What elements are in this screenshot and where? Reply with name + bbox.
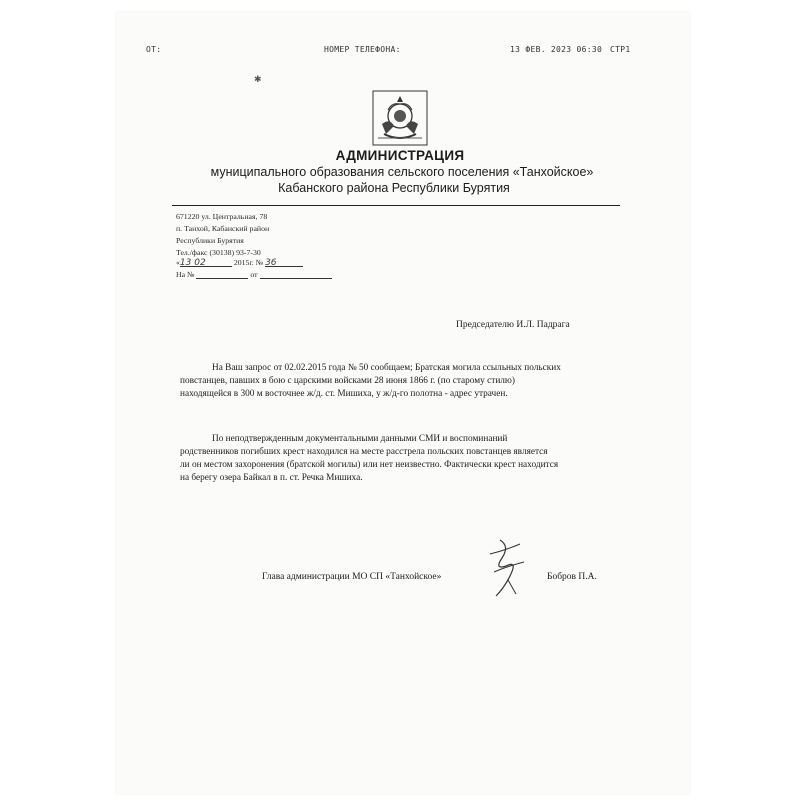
address-line-3: Республики Бурятия [176,236,244,245]
fax-from-label: ОТ: [146,45,162,54]
paragraph-1-line-1: На Ваш запрос от 02.02.2015 года № 50 сообщаем; Братская могила ссыльных польских [212,363,561,373]
reference-date-field [260,270,332,279]
letterhead-title: АДМИНИСТРАЦИЯ [335,148,465,163]
paragraph-1-line-3: находящейся в 300 м восточнее ж/д. ст. Мишиха, у ж/д-го полотна - адрес утрачен. [180,389,508,399]
scan-speck-icon: ✱ [254,74,262,84]
letterhead-subtitle-2: Кабанского района Республики Бурятия [278,181,510,195]
address-line-1: 671220 ул. Центральная, 78 [176,212,268,221]
recipient: Председателю И.Л. Падрага [456,320,570,330]
reference-number-label: На № [176,270,195,279]
body-paragraph-2 [180,433,640,485]
reference-number-field [196,270,248,279]
letterhead-divider [172,205,620,206]
fax-phone-label: НОМЕР ТЕЛЕФОНА: [324,45,401,54]
outgoing-date-handwritten: 13 02 [179,258,206,268]
reference-from-label: от [250,270,258,279]
reference-row [176,270,332,279]
outgoing-date-field [180,258,232,267]
paragraph-2-line-4: на берегу озера Байкал в п. ст. Речка Мишиха. [180,473,363,483]
outgoing-number-field [265,258,303,267]
handwritten-signature [480,536,532,600]
outgoing-number-handwritten: 36 [265,258,277,268]
outgoing-year-label: 2015г. № [233,258,264,267]
fax-datetime: 13 ФЕВ. 2023 06:30 [510,45,603,54]
signatory-name: Бобров П.А. [547,572,597,582]
fax-page-number: СТР1 [610,45,631,54]
paragraph-1-line-2: повстанцев, павших в бою с царскими войсками 28 июня 1866 г. (по старому стилю) [180,376,515,386]
letterhead-subtitle-1: муниципального образования сельского поселения «Танхойское» [210,165,594,179]
paragraph-2-line-1: По неподтвержденным документальными данными СМИ и воспоминаний [212,434,508,444]
body-paragraph-1 [180,362,640,401]
address-line-2: п. Танхой, Кабанский район [176,224,270,233]
coat-of-arms-icon [372,88,428,146]
paragraph-2-line-3: ли он местом захоронения (братской могилы) или нет неизвестно. Фактически крест находится [180,460,559,470]
outgoing-date-row: «13 02 2015г. № 36 [176,258,303,267]
paragraph-2-line-2: родственников погибших крест находился на месте расстрела польских повстанцев является [180,447,548,457]
address-phone: Тел./факс (30138) 93-7-30 [176,248,261,257]
signatory-position: Глава администрации МО СП «Танхойское» [262,572,442,582]
